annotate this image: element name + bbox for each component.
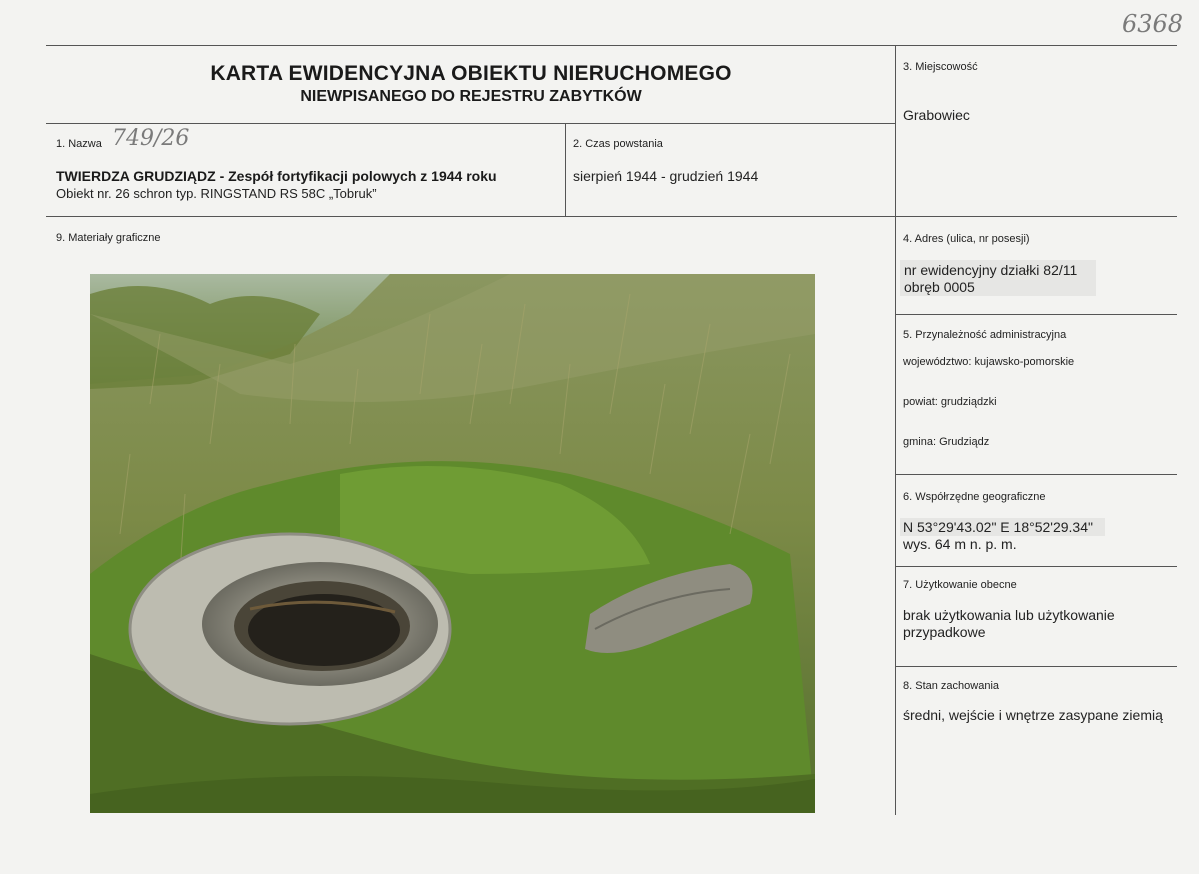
use-line-1: brak użytkowania lub użytkowanie — [903, 607, 1115, 623]
altitude-value: wys. 64 m n. p. m. — [903, 536, 1017, 552]
condition-label: 8. Stan zachowania — [903, 680, 1000, 692]
name-label: 1. Nazwa — [56, 138, 102, 150]
admin-bottom-rule — [896, 474, 1177, 475]
use-line-2: przypadkowe — [903, 624, 986, 640]
condition-value: średni, wejście i wnętrze zasypane ziemią — [903, 707, 1163, 723]
address-bottom-rule — [896, 314, 1177, 315]
object-name: TWIERDZA GRUDZIĄDZ - Zespół fortyfikacji polowych z 1944 roku — [56, 168, 497, 184]
locality-label: 3. Miejscowość — [903, 61, 978, 73]
header-bottom-rule — [46, 123, 896, 124]
top-rule — [46, 45, 1177, 46]
coords-value: N 53°29'43.02" E 18°52'29.34" — [903, 519, 1093, 535]
handwritten-inventory-number: 749/26 — [112, 126, 190, 151]
address-precinct: obręb 0005 — [904, 279, 975, 295]
right-column-divider — [895, 45, 896, 815]
coords-label: 6. Współrzędne geograficzne — [903, 491, 1046, 503]
use-label: 7. Użytkowanie obecne — [903, 579, 1017, 591]
time-value: sierpień 1944 - grudzień 1944 — [573, 168, 759, 184]
handwritten-archive-number: 6368 — [1122, 10, 1184, 38]
page-title: KARTA EWIDENCYJNA OBIEKTU NIERUCHOMEGO — [210, 62, 732, 85]
admin-commune: gmina: Grudziądz — [903, 436, 990, 448]
locality-value: Grabowiec — [903, 107, 970, 123]
name-time-divider — [565, 123, 566, 216]
object-detail: Obiekt nr. 26 schron typ. RINGSTAND RS 58C „Tobruk” — [56, 186, 377, 201]
address-label: 4. Adres (ulica, nr posesji) — [903, 233, 1030, 245]
admin-voivodeship: województwo: kujawsko-pomorskie — [903, 356, 1075, 368]
use-bottom-rule — [896, 666, 1177, 667]
address-parcel: nr ewidencyjny działki 82/11 — [904, 262, 1078, 278]
bunker-photo — [90, 274, 815, 813]
page-subtitle: NIEWPISANEGO DO REJESTRU ZABYTKÓW — [300, 88, 642, 105]
coords-bottom-rule — [896, 566, 1177, 567]
admin-county: powiat: grudziądzki — [903, 396, 997, 408]
name-row-bottom-rule — [46, 216, 1177, 217]
time-label: 2. Czas powstania — [573, 138, 663, 150]
graphics-label: 9. Materiały graficzne — [56, 232, 161, 244]
admin-label: 5. Przynależność administracyjna — [903, 329, 1067, 341]
